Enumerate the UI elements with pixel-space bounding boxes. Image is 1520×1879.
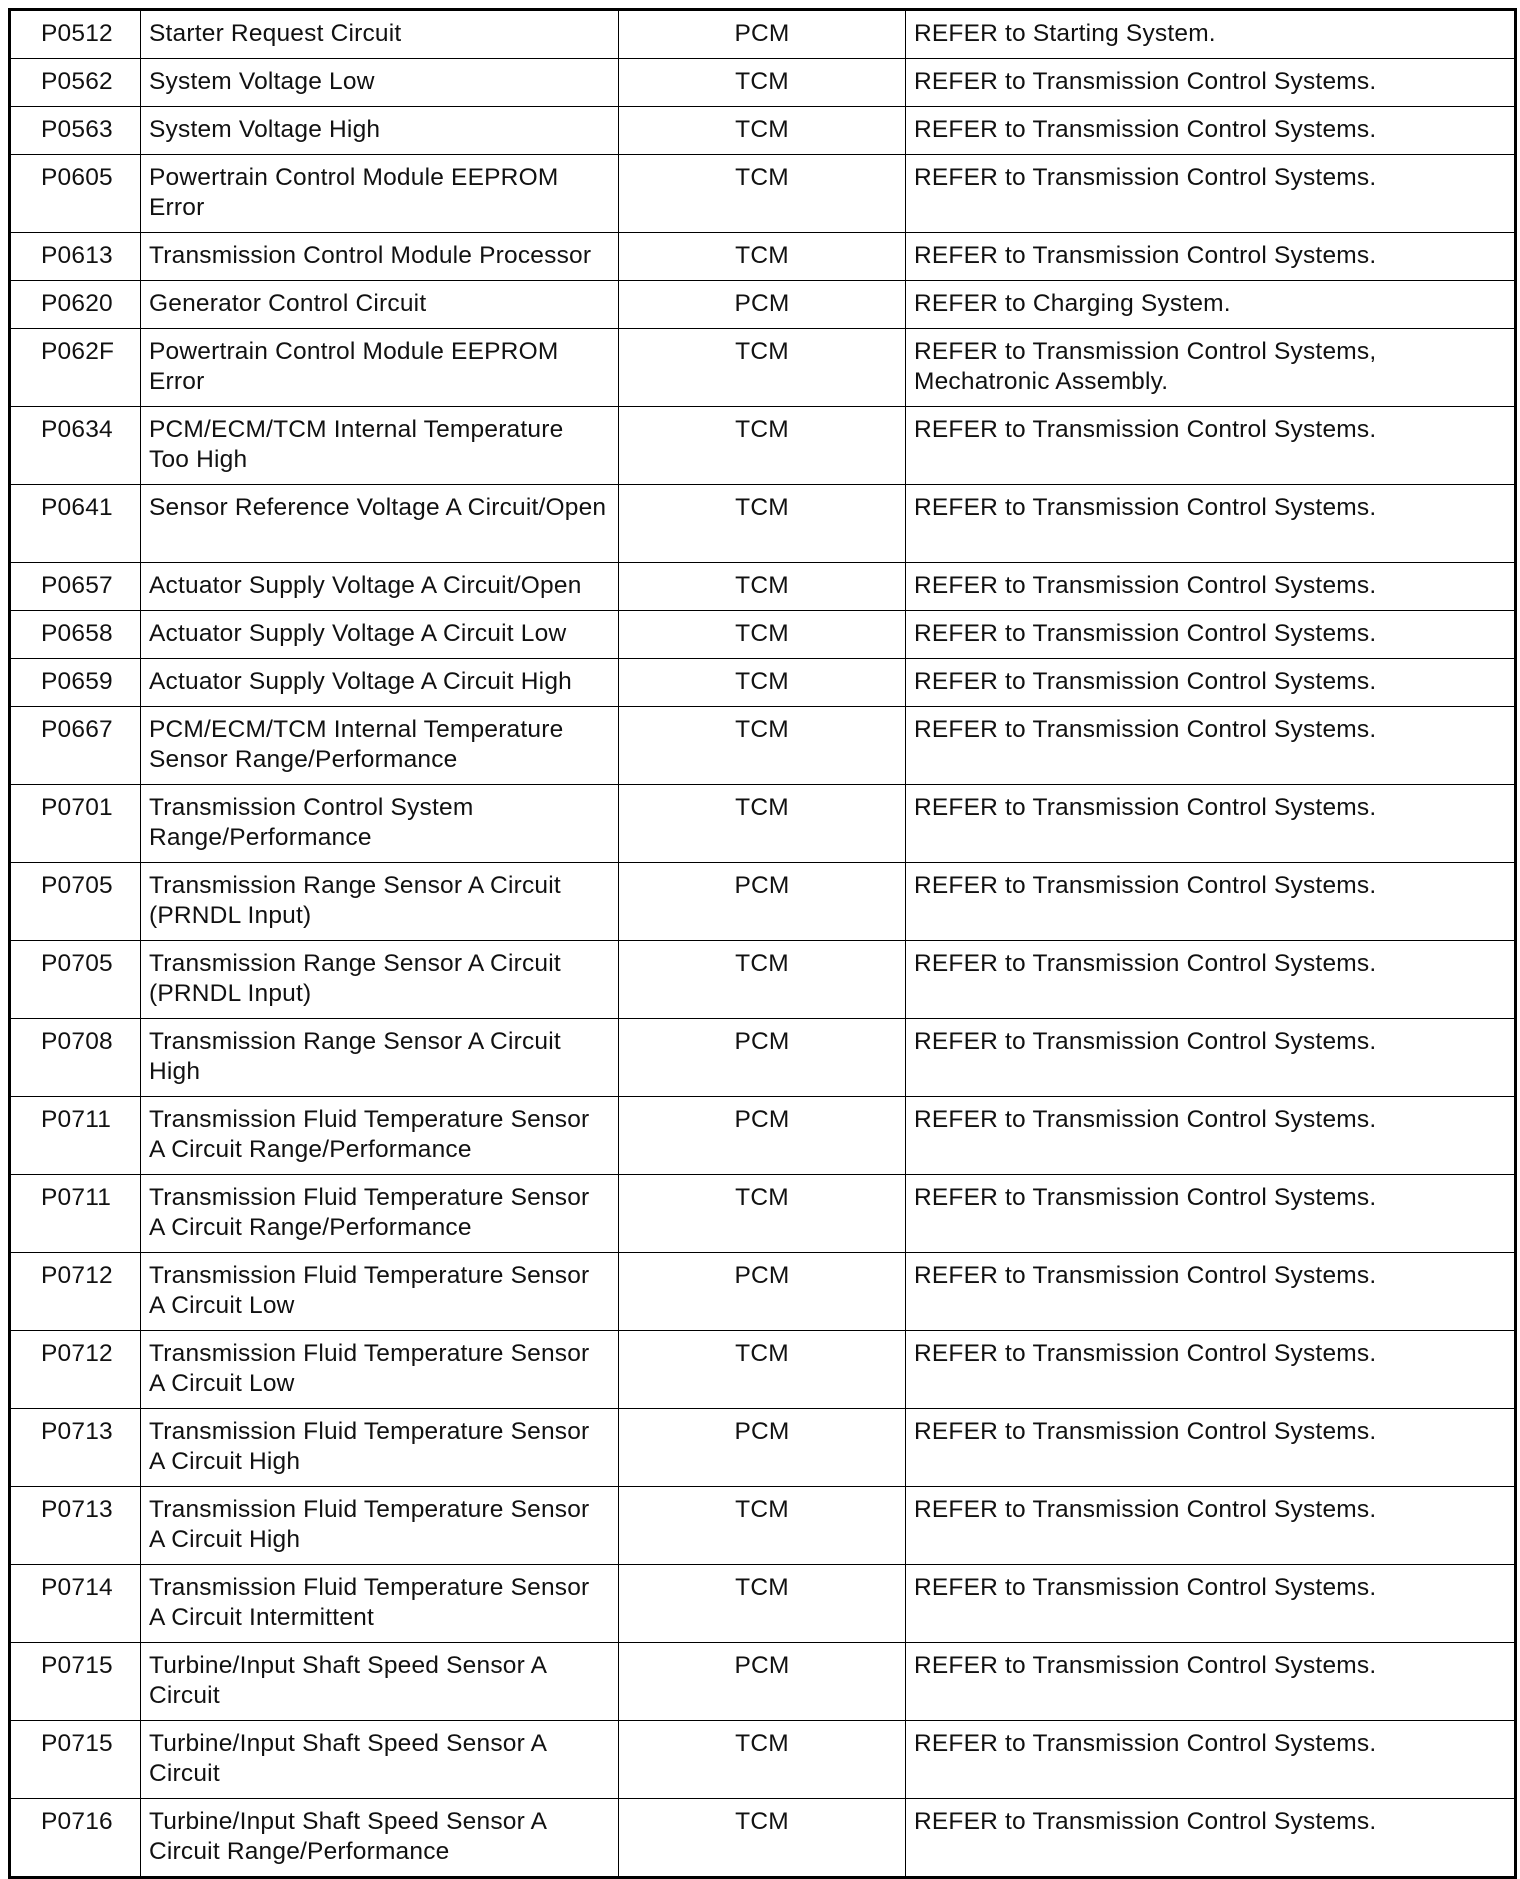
dtc-action: REFER to Transmission Control Systems. [906,659,1516,707]
table-row [10,1253,1516,1331]
dtc-module: PCM [619,10,906,59]
dtc-description: Transmission Range Sensor A Circuit (PRNDL Input) [141,863,619,941]
dtc-code: P0562 [10,59,141,107]
dtc-module: TCM [619,563,906,611]
table-row [10,1643,1516,1721]
dtc-code: P0705 [10,863,141,941]
dtc-action: REFER to Transmission Control Systems. [906,107,1516,155]
dtc-module: TCM [619,59,906,107]
dtc-module: TCM [619,1721,906,1799]
dtc-code: P0711 [10,1097,141,1175]
dtc-code: P0658 [10,611,141,659]
dtc-action: REFER to Transmission Control Systems. [906,1331,1516,1409]
dtc-action: REFER to Transmission Control Systems. [906,941,1516,1019]
table-row [10,1487,1516,1565]
dtc-code: P0657 [10,563,141,611]
table-row [10,863,1516,941]
dtc-code: P0659 [10,659,141,707]
dtc-action: REFER to Transmission Control Systems. [906,1643,1516,1721]
dtc-description: Transmission Range Sensor A Circuit High [141,1019,619,1097]
dtc-action: REFER to Charging System. [906,281,1516,329]
dtc-action: REFER to Starting System. [906,10,1516,59]
table-row [10,1565,1516,1643]
dtc-module: PCM [619,863,906,941]
dtc-code: P0563 [10,107,141,155]
dtc-action: REFER to Transmission Control Systems. [906,1721,1516,1799]
dtc-action: REFER to Transmission Control Systems. [906,233,1516,281]
dtc-code: P0705 [10,941,141,1019]
table-row [10,233,1516,281]
dtc-code: P0641 [10,485,141,563]
dtc-code: P0715 [10,1721,141,1799]
dtc-description: Actuator Supply Voltage A Circuit/Open [141,563,619,611]
dtc-action: REFER to Transmission Control Systems. [906,1409,1516,1487]
dtc-description: Turbine/Input Shaft Speed Sensor A Circuit Range/Performance [141,1799,619,1878]
dtc-action: REFER to Transmission Control Systems. [906,1253,1516,1331]
dtc-action: REFER to Transmission Control Systems. [906,707,1516,785]
dtc-module: PCM [619,1409,906,1487]
table-row [10,707,1516,785]
dtc-module: TCM [619,707,906,785]
dtc-description: PCM/ECM/TCM Internal Temperature Too High [141,407,619,485]
table-row [10,1721,1516,1799]
table-row [10,785,1516,863]
dtc-description: Transmission Fluid Temperature Sensor A Circuit Intermittent [141,1565,619,1643]
dtc-description: Powertrain Control Module EEPROM Error [141,155,619,233]
table-row [10,281,1516,329]
dtc-code: P0712 [10,1331,141,1409]
table-row [10,329,1516,407]
dtc-description: Turbine/Input Shaft Speed Sensor A Circuit [141,1643,619,1721]
dtc-module: TCM [619,407,906,485]
dtc-code: P062F [10,329,141,407]
dtc-description: Actuator Supply Voltage A Circuit Low [141,611,619,659]
dtc-module: TCM [619,233,906,281]
table-row [10,941,1516,1019]
table-row [10,485,1516,563]
dtc-module: TCM [619,611,906,659]
dtc-module: PCM [619,281,906,329]
dtc-description: System Voltage High [141,107,619,155]
dtc-module: TCM [619,1565,906,1643]
dtc-description: Transmission Fluid Temperature Sensor A Circuit Low [141,1331,619,1409]
dtc-code: P0714 [10,1565,141,1643]
dtc-module: TCM [619,941,906,1019]
dtc-action: REFER to Transmission Control Systems. [906,155,1516,233]
dtc-code: P0711 [10,1175,141,1253]
dtc-code: P0634 [10,407,141,485]
table-row [10,1175,1516,1253]
dtc-description: Generator Control Circuit [141,281,619,329]
dtc-description: Transmission Fluid Temperature Sensor A Circuit Low [141,1253,619,1331]
dtc-module: TCM [619,659,906,707]
table-row [10,1331,1516,1409]
dtc-description: Transmission Fluid Temperature Sensor A Circuit High [141,1487,619,1565]
dtc-description: Transmission Fluid Temperature Sensor A Circuit Range/Performance [141,1175,619,1253]
dtc-module: PCM [619,1643,906,1721]
dtc-action: REFER to Transmission Control Systems. [906,1487,1516,1565]
dtc-module: TCM [619,329,906,407]
dtc-module: TCM [619,1799,906,1878]
dtc-description: Actuator Supply Voltage A Circuit High [141,659,619,707]
dtc-action: REFER to Transmission Control Systems. [906,1097,1516,1175]
table-row [10,659,1516,707]
dtc-code: P0708 [10,1019,141,1097]
dtc-action: REFER to Transmission Control Systems. [906,563,1516,611]
dtc-module: TCM [619,485,906,563]
dtc-code: P0712 [10,1253,141,1331]
table-row [10,1097,1516,1175]
dtc-action: REFER to Transmission Control Systems. [906,611,1516,659]
table-row [10,10,1516,59]
table-row [10,611,1516,659]
dtc-description: Starter Request Circuit [141,10,619,59]
dtc-module: TCM [619,1175,906,1253]
dtc-action: REFER to Transmission Control Systems. [906,785,1516,863]
dtc-action: REFER to Transmission Control Systems. [906,407,1516,485]
dtc-action: REFER to Transmission Control Systems, Mechatronic Assembly. [906,329,1516,407]
dtc-code: P0701 [10,785,141,863]
dtc-module: TCM [619,1487,906,1565]
dtc-code: P0620 [10,281,141,329]
dtc-table [8,8,1517,1879]
dtc-description: Sensor Reference Voltage A Circuit/Open [141,485,619,563]
dtc-description: Transmission Fluid Temperature Sensor A Circuit Range/Performance [141,1097,619,1175]
dtc-code: P0613 [10,233,141,281]
table-row [10,155,1516,233]
dtc-code: P0667 [10,707,141,785]
dtc-action: REFER to Transmission Control Systems. [906,1565,1516,1643]
dtc-module: TCM [619,1331,906,1409]
dtc-module: PCM [619,1019,906,1097]
dtc-description: Transmission Range Sensor A Circuit (PRNDL Input) [141,941,619,1019]
dtc-module: PCM [619,1097,906,1175]
dtc-code: P0512 [10,10,141,59]
dtc-code: P0716 [10,1799,141,1878]
dtc-code: P0713 [10,1487,141,1565]
table-row [10,1409,1516,1487]
dtc-action: REFER to Transmission Control Systems. [906,59,1516,107]
dtc-code: P0605 [10,155,141,233]
dtc-description: Transmission Control Module Processor [141,233,619,281]
dtc-description: System Voltage Low [141,59,619,107]
dtc-module: TCM [619,155,906,233]
table-row [10,407,1516,485]
dtc-description: Transmission Fluid Temperature Sensor A Circuit High [141,1409,619,1487]
table-row [10,59,1516,107]
table-row [10,1019,1516,1097]
dtc-description: Transmission Control System Range/Performance [141,785,619,863]
dtc-description: Powertrain Control Module EEPROM Error [141,329,619,407]
dtc-description: Turbine/Input Shaft Speed Sensor A Circuit [141,1721,619,1799]
dtc-code: P0713 [10,1409,141,1487]
dtc-code: P0715 [10,1643,141,1721]
dtc-action: REFER to Transmission Control Systems. [906,1019,1516,1097]
table-row [10,563,1516,611]
dtc-action: REFER to Transmission Control Systems. [906,1175,1516,1253]
table-row [10,107,1516,155]
dtc-module: PCM [619,1253,906,1331]
dtc-description: PCM/ECM/TCM Internal Temperature Sensor Range/Performance [141,707,619,785]
dtc-action: REFER to Transmission Control Systems. [906,485,1516,563]
dtc-action: REFER to Transmission Control Systems. [906,863,1516,941]
dtc-action: REFER to Transmission Control Systems. [906,1799,1516,1878]
dtc-module: TCM [619,785,906,863]
table-row [10,1799,1516,1878]
dtc-module: TCM [619,107,906,155]
